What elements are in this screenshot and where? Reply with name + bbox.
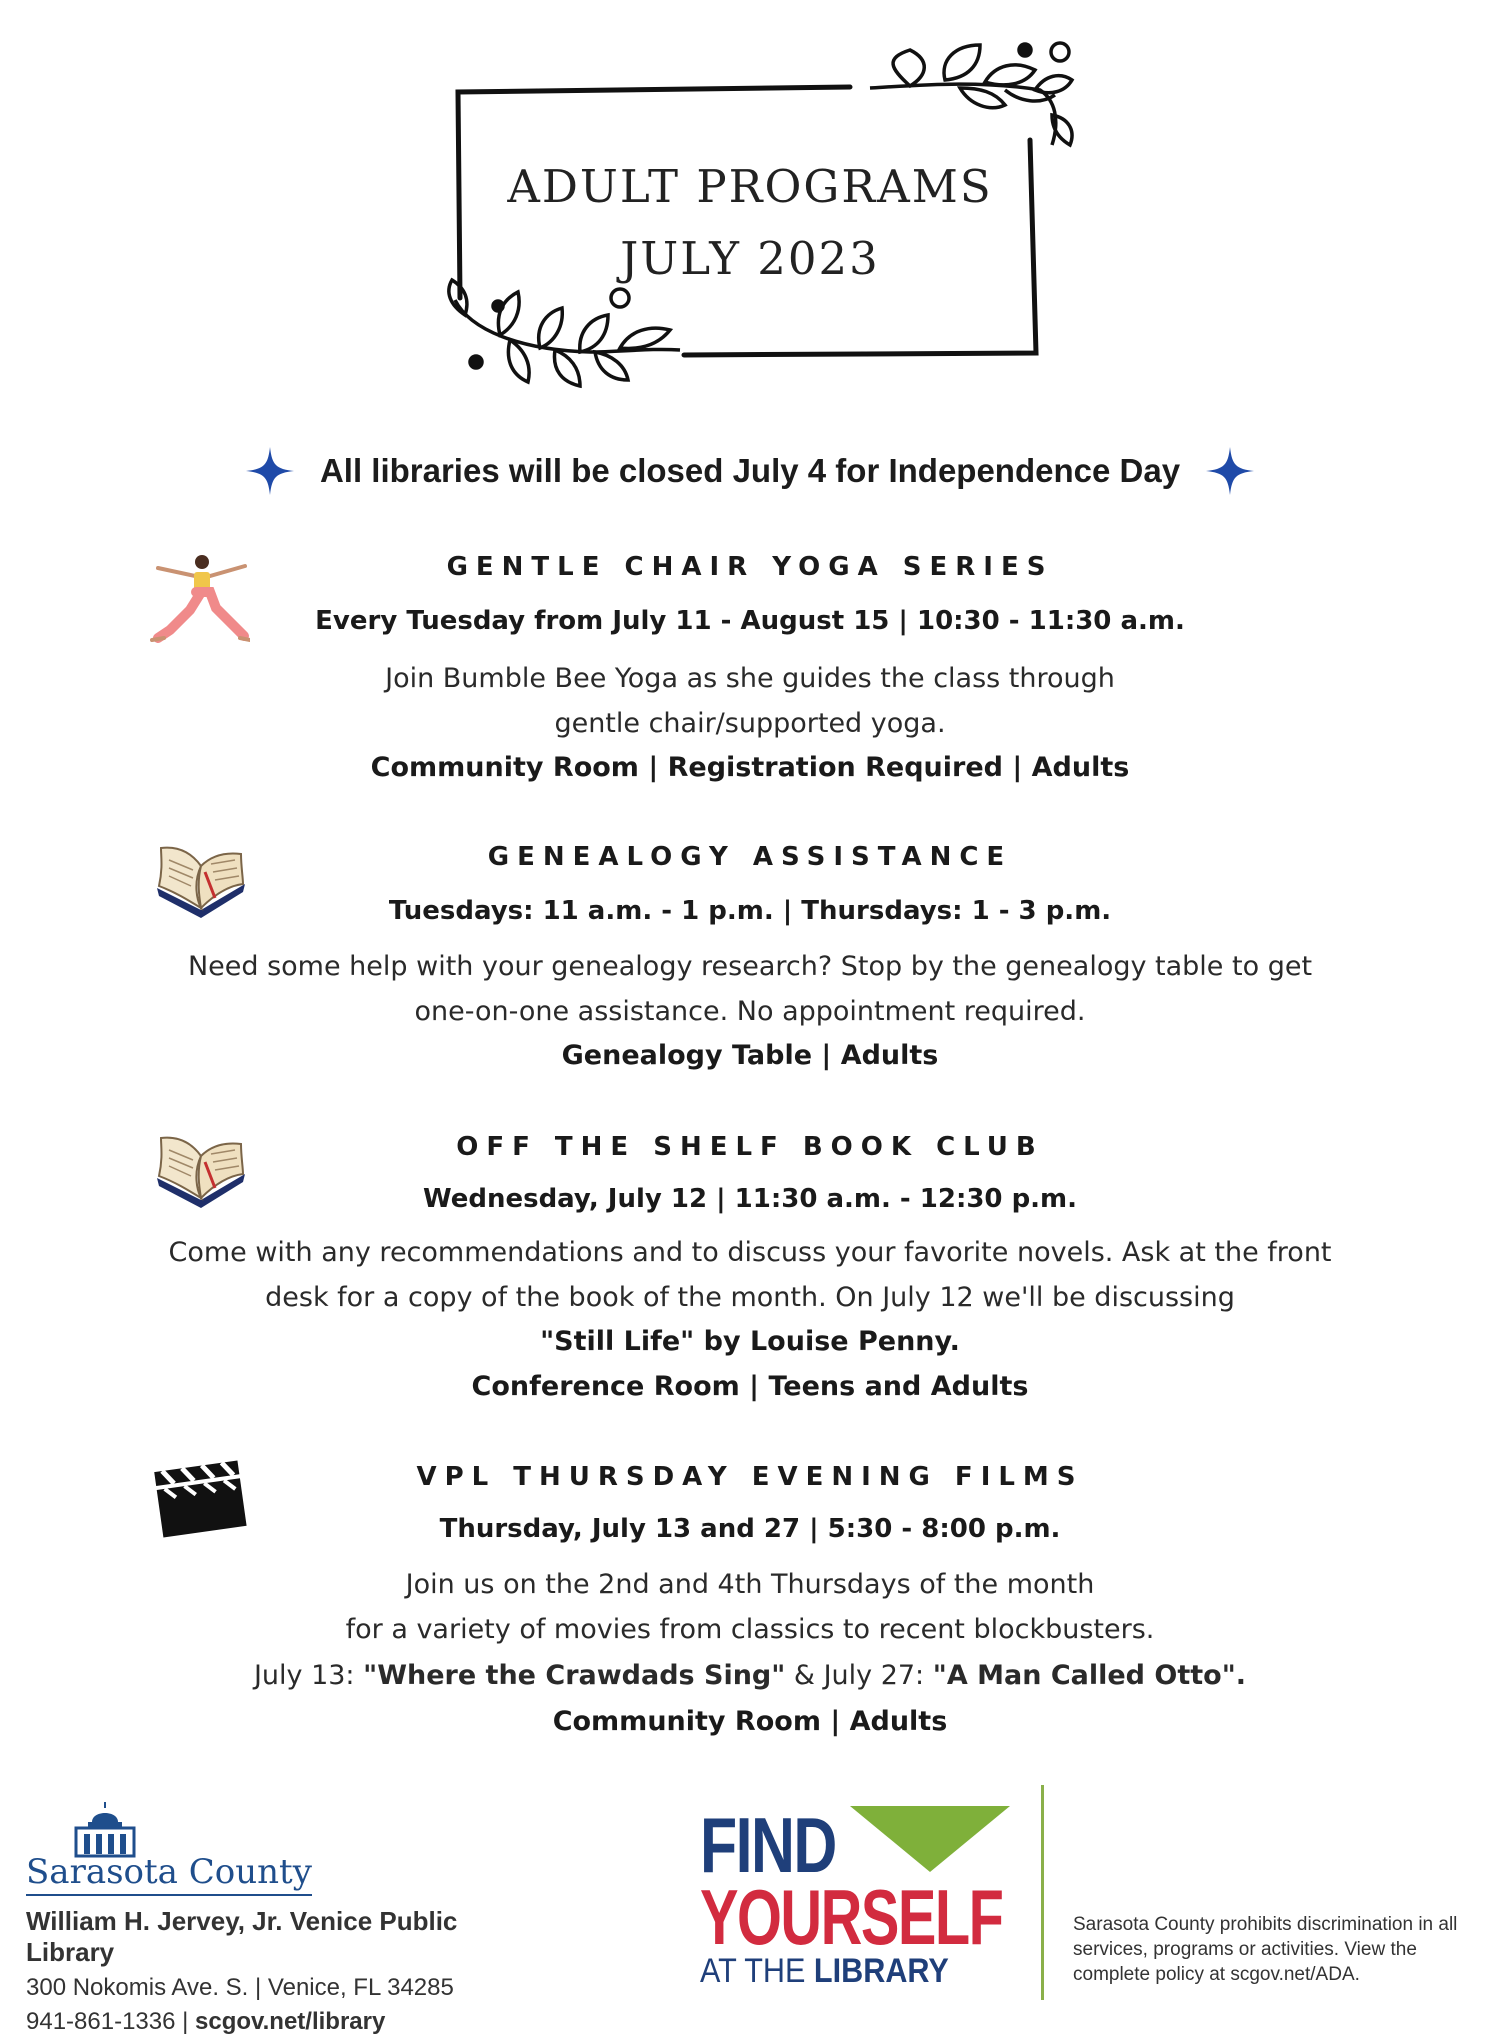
program-schedule: Wednesday, July 12 | 11:30 a.m. - 12:30 p.m. bbox=[422, 1184, 1078, 1214]
page-subtitle: JULY 2023 bbox=[620, 232, 880, 285]
brand-yourself: YOURSELF bbox=[700, 1873, 1003, 1961]
description-line: Need some help with your genealogy research? Stop by the genealogy table to get bbox=[187, 951, 1313, 982]
program-location: Community Room | Registration Required | Adults bbox=[370, 752, 1130, 783]
page-title: ADULT PROGRAMS bbox=[507, 160, 993, 213]
library-contact bbox=[26, 2008, 546, 2036]
program-schedule: Tuesdays: 11 a.m. - 1 p.m. | Thursdays: 1 - 3 p.m. bbox=[388, 896, 1112, 926]
leaf-branch-bottom bbox=[449, 280, 680, 386]
description-line: Join Bumble Bee Yoga as she guides the class through bbox=[385, 663, 1115, 694]
nondiscrimination-notice: Sarasota County prohibits discrimination in all services, programs or activities. View the complete policy at scgov.net/ADA. bbox=[1073, 1914, 1458, 1985]
green-triangle-icon bbox=[850, 1806, 1010, 1872]
film-title: "Where the Crawdads Sing" bbox=[363, 1660, 786, 1691]
film-date: July 13: bbox=[253, 1660, 364, 1691]
brand-find: FIND bbox=[700, 1801, 836, 1889]
description-line: for a variety of movies from classics to recent blockbusters. bbox=[345, 1614, 1155, 1645]
leaf-branch-top bbox=[870, 43, 1072, 145]
program-schedule: Thursday, July 13 and 27 | 5:30 - 8:00 p.m. bbox=[439, 1514, 1061, 1544]
county-building-icon bbox=[70, 1800, 140, 1858]
closure-notice-text: All libraries will be closed July 4 for Independence Day bbox=[319, 452, 1181, 489]
program-location: Conference Room | Teens and Adults bbox=[471, 1371, 1029, 1402]
description-line: Come with any recommendations and to discuss your favorite novels. Ask at the front bbox=[168, 1237, 1332, 1268]
film-lineup bbox=[100, 1653, 1400, 1698]
description-line: desk for a copy of the book of the month. On July 12 we'll be discussing bbox=[265, 1282, 1235, 1313]
brand-tagline bbox=[700, 1952, 949, 1991]
program-schedule: Every Tuesday from July 11 - August 15 | 10:30 - 11:30 a.m. bbox=[315, 606, 1185, 636]
program-title: VPL THURSDAY EVENING FILMS bbox=[416, 1462, 1084, 1492]
program-title: GENTLE CHAIR YOGA SERIES bbox=[446, 552, 1054, 582]
library-address: 300 Nokomis Ave. S. | Venice, FL 34285 bbox=[26, 1974, 454, 2001]
program-description bbox=[100, 656, 1400, 746]
brand-at: AT THE bbox=[700, 1952, 814, 1990]
program-location: Community Room | Adults bbox=[552, 1706, 948, 1737]
star-icon bbox=[1204, 445, 1256, 497]
description-line: Join us on the 2nd and 4th Thursdays of the month bbox=[405, 1569, 1095, 1600]
program-location: Genealogy Table | Adults bbox=[561, 1040, 939, 1071]
find-yourself-logo bbox=[700, 1800, 1030, 2000]
brand-library: LIBRARY bbox=[813, 1952, 949, 1990]
library-name: William H. Jervey, Jr. Venice Public Library bbox=[26, 1906, 458, 1967]
title-frame bbox=[440, 30, 1080, 420]
program-title: GENEALOGY ASSISTANCE bbox=[487, 842, 1013, 872]
library-phone: 941-861-1336 | bbox=[26, 2008, 196, 2035]
program-description bbox=[100, 944, 1400, 1034]
closure-notice bbox=[200, 446, 1300, 496]
description-line: one-on-one assistance. No appointment required. bbox=[414, 996, 1086, 1027]
program-description bbox=[100, 1562, 1400, 1652]
description-line: gentle chair/supported yoga. bbox=[554, 708, 946, 739]
program-title: OFF THE SHELF BOOK CLUB bbox=[456, 1132, 1044, 1162]
star-icon bbox=[244, 445, 296, 497]
film-title: "A Man Called Otto". bbox=[932, 1660, 1247, 1691]
footer-divider bbox=[1041, 1785, 1044, 2000]
library-website[interactable]: scgov.net/library bbox=[195, 2008, 386, 2035]
county-logo-text: Sarasota County bbox=[26, 1852, 312, 1896]
book-of-month: "Still Life" by Louise Penny. bbox=[540, 1326, 960, 1357]
film-date: & July 27: bbox=[785, 1660, 933, 1691]
program-description bbox=[100, 1230, 1400, 1320]
